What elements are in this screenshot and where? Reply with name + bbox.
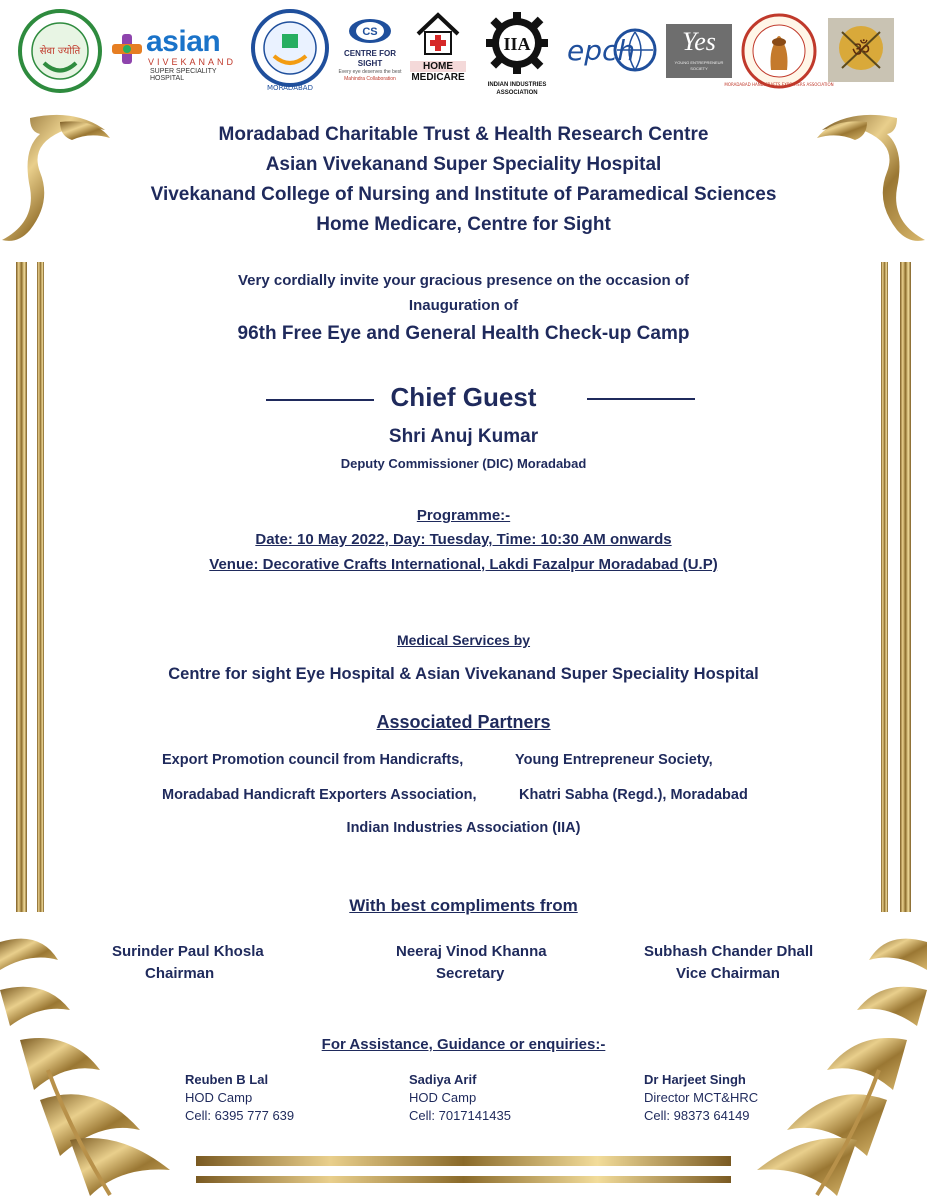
moradabad-charitable-trust-logo: [14, 8, 106, 94]
svg-text:CS: CS: [362, 26, 378, 38]
medical-services-heading: Medical Services by: [396, 632, 531, 648]
gear-icon: [483, 10, 551, 76]
svg-text:सेवा ज्योति: सेवा ज्योति: [39, 46, 81, 57]
logo-strip: [0, 0, 927, 100]
compliment-person-1-name: Surinder Paul Khosla: [112, 943, 264, 960]
contact-1-name: Reuben B Lal: [185, 1072, 269, 1087]
right-border-bar-outer: [900, 262, 911, 912]
partner-iia: Indian Industries Association (IIA): [346, 820, 581, 836]
svg-text:MORADABAD HANDICRAFTS EXPORTER: MORADABAD HANDICRAFTS EXPORTERS ASSOCIATION: [724, 82, 834, 87]
left-border-bar-outer: [16, 262, 27, 912]
contact-2: [409, 1071, 511, 1125]
partner-yes: Young Entrepreneur Society,: [515, 752, 713, 768]
compliment-person-3-role: Vice Chairman: [676, 965, 780, 982]
bottom-border-bar-lower: [196, 1176, 731, 1183]
contact-3: [644, 1071, 758, 1125]
left-border-bar-inner: [37, 262, 44, 912]
contact-2-role: HOD Camp: [409, 1090, 477, 1105]
compliment-person-3-name: Subhash Chander Dhall: [644, 943, 814, 960]
contact-2-cell: Cell: 7017141435: [409, 1108, 511, 1123]
partners-heading: Associated Partners: [376, 712, 551, 732]
partner-khatri-sabha: Khatri Sabha (Regd.), Moradabad: [519, 787, 748, 803]
home-medicare-logo: HOME MEDICARE: [410, 12, 466, 88]
org-line-4: Home Medicare, Centre for Sight: [316, 214, 611, 235]
event-title: 96th Free Eye and General Health Check-up Camp: [237, 323, 690, 344]
partner-mhea: Moradabad Handicraft Exporters Association,: [162, 787, 477, 803]
chief-guest-name: Shri Anuj Kumar: [388, 426, 539, 447]
partner-epch: Export Promotion council from Handicrafts,: [162, 752, 464, 768]
contact-3-name: Dr Harjeet Singh: [644, 1072, 746, 1087]
org-line-1: Moradabad Charitable Trust & Health Research Centre: [218, 124, 709, 145]
yes-logo: Yes YOUNG ENTREPRENEUR SOCIETY: [666, 24, 732, 78]
org-line-2: Asian Vivekanand Super Speciality Hospital: [265, 154, 662, 175]
org-line-3: Vivekanand College of Nursing and Institute of Paramedical Sciences: [150, 184, 777, 205]
contact-3-cell: Cell: 98373 64149: [644, 1108, 750, 1123]
programme-datetime: Date: 10 May 2022, Day: Tuesday, Time: 10:30 AM onwards: [255, 531, 672, 548]
compliment-person-2-name: Neeraj Vinod Khanna: [396, 943, 547, 960]
compliment-person-1-role: Chairman: [145, 965, 215, 982]
medical-cross-icon: [110, 32, 144, 66]
svg-text:epch: epch: [567, 34, 636, 67]
centre-for-sight-logo: CS CENTRE FOR SIGHT Every eye deserves the best Mahindra Collaboration: [333, 18, 407, 82]
chief-guest-designation: Deputy Commissioner (DIC) Moradabad: [340, 456, 587, 471]
medical-services-text: Centre for sight Eye Hospital & Asian Vivekanand Super Speciality Hospital: [168, 665, 759, 683]
chief-guest-heading: Chief Guest: [390, 382, 537, 412]
invite-line-2: Inauguration of: [408, 297, 519, 314]
assistance-heading: For Assistance, Guidance or enquiries:-: [321, 1036, 606, 1053]
epch-logo: [565, 26, 657, 76]
compliment-person-2-role: Secretary: [436, 965, 505, 982]
svg-text:IIA: IIA: [503, 34, 531, 54]
khatri-sabha-logo: [828, 18, 894, 82]
vivekanand-college-logo: [250, 8, 330, 92]
contact-1: [185, 1071, 294, 1125]
asian-vivekanand-logo: asian VIVEKANAND SUPER SPECIALITY HOSPITAL: [110, 24, 245, 80]
programme-venue: Venue: Decorative Crafts International, Lakdi Fazalpur Moradabad (U.P): [209, 556, 718, 573]
svg-text:MORADABAD: MORADABAD: [267, 84, 313, 92]
compliments-heading: With best compliments from: [349, 896, 578, 915]
eye-icon: [348, 18, 392, 44]
contact-1-role: HOD Camp: [185, 1090, 253, 1105]
contact-1-cell: Cell: 6395 777 639: [185, 1108, 295, 1123]
contact-3-role: Director MCT&HRC: [644, 1090, 759, 1105]
programme-heading: Programme:-: [416, 507, 511, 524]
bottom-border-bar-upper: [196, 1156, 731, 1166]
contact-2-name: Sadiya Arif: [409, 1072, 477, 1087]
house-icon: [415, 12, 461, 56]
invite-line-1: Very cordially invite your gracious presence on the occasion of: [238, 272, 689, 289]
svg-text:ॐ: ॐ: [851, 37, 871, 61]
iia-logo: IIA INDIAN INDUSTRIES ASSOCIATION: [476, 10, 558, 90]
right-border-bar-inner: [881, 262, 888, 912]
handicraft-exporters-logo: [724, 12, 834, 90]
